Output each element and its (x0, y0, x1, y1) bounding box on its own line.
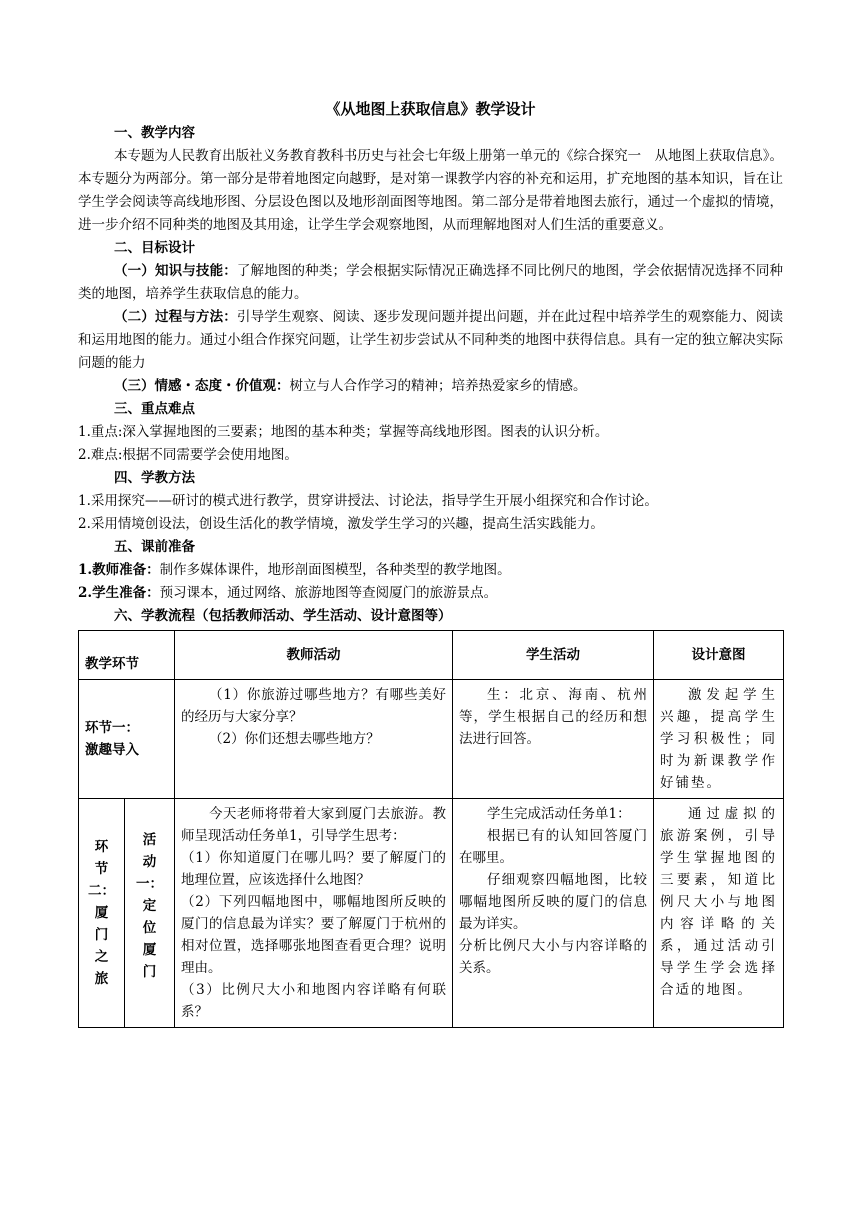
key-point-1: 1.重点:深入掌握地图的三要素；地图的基本种类；掌握等高线地形图。图表的认识分析。 (78, 424, 609, 440)
header-stage: 教学环节 (79, 631, 175, 680)
section-heading-key-points: 三、重点难点 (114, 401, 195, 417)
activity-one-char: 活 (142, 832, 157, 848)
section-heading-preparation: 五、课前准备 (114, 539, 195, 555)
prep-teacher (78, 559, 783, 582)
document-title: 《从地图上获取信息》教学设计 (325, 100, 536, 118)
table-row (79, 680, 784, 799)
activity-one-char: 门 (142, 964, 157, 980)
goal-process-label: （二）过程与方法： (114, 309, 237, 325)
row1-student-activity (453, 680, 654, 799)
row1-student-text: 生：北京、海南、杭州等，学生根据自己的经历和想法进行回答。 (459, 687, 647, 747)
activity-one-char: 厦 (142, 942, 157, 958)
row2-student-p1: 学生完成活动任务单1： (487, 806, 631, 822)
stage-two-char: 厦 (94, 905, 109, 921)
activity-one-char: 位 (142, 920, 157, 936)
row1-teacher-activity (175, 680, 453, 799)
row2-student-activity (453, 799, 654, 1028)
goal-emotion (78, 375, 783, 398)
activity-one-label (125, 799, 175, 1028)
header-student: 学生活动 (453, 631, 654, 680)
stage-two-char: 环 (94, 839, 109, 855)
row2-design-text: 通过虚拟的旅游案例，引导学生掌握地图的三要素，知道比例尺大小与地图内容详略的关系，通过活动引导学生学会选择合适的地图。 (660, 806, 777, 998)
section-heading-content: 一、教学内容 (114, 125, 195, 141)
table-header-row (79, 631, 784, 680)
goal-process-text: 引导学生观察、阅读、逐步发现问题并提出问题，并在此过程中培养学生的观察能力、阅读和运用地图的能力。通过小组合作探究问题，让学生初步尝试从不同种类的地图中获得信息。具有一定的独立解决实际问题的能力 (78, 309, 783, 371)
header-teacher: 教师活动 (175, 631, 453, 680)
prep-teacher-label: 1.教师准备： (78, 562, 160, 578)
row1-teacher-q1: （1）你旅游过哪些地方？有哪些美好的经历与大家分享？ (181, 687, 446, 725)
prep-student-label: 2.学生准备： (78, 585, 160, 601)
row2-teacher-intro: 今天老师将带着大家到厦门去旅游。教师呈现活动任务单1，引导学生思考： (181, 806, 446, 844)
row2-student-p2: 根据已有的认知回答厦门在哪里。 (459, 828, 647, 866)
row2-student-p3: 仔细观察四幅地图，比较哪幅地图所反映的厦门的信息最为详实。 (459, 872, 647, 932)
stage-one-line1: 环节一： (85, 720, 139, 736)
stage-two-char: 门 (94, 927, 109, 943)
row1-teacher-q2: （2）你们还想去哪些地方？ (209, 731, 380, 747)
section-heading-goals: 二、目标设计 (114, 240, 195, 256)
stage-two-label (79, 799, 125, 1028)
stage-two-char: 节 (94, 861, 109, 877)
key-point-2: 2.难点:根据不同需要学会使用地图。 (78, 447, 298, 463)
row1-design-intent (654, 680, 784, 799)
row2-teacher-q1: （1）你知道厦门在哪儿吗？要了解厦门的地理位置，应该选择什么地图？ (181, 850, 446, 888)
teaching-flow-table (78, 630, 784, 1028)
activity-one-char: 动 (142, 854, 157, 870)
stage-two-char: 旅 (94, 971, 109, 987)
method-2: 2.采用情境创设法，创设生活化的教学情境，激发学生学习的兴趣，提高生活实践能力。 (78, 516, 604, 532)
activity-one-char: 一： (136, 876, 163, 892)
table-row (79, 799, 784, 1028)
goal-process (78, 306, 783, 375)
goal-emotion-text: 树立与人合作学习的精神；培养热爱家乡的情感。 (289, 378, 587, 394)
goal-knowledge-text: 了解地图的种类；学会根据实际情况正确选择不同比例尺的地图，学会依据情况选择不同种类的地图，培养学生获取信息的能力。 (78, 263, 783, 302)
row2-teacher-activity (175, 799, 453, 1028)
prep-teacher-text: 制作多媒体课件，地形剖面图模型，各种类型的教学地图。 (159, 562, 511, 578)
goal-emotion-label: （三）情感・态度・价值观： (114, 378, 290, 394)
row2-teacher-q3: （3）比例尺大小和地图内容详略有何联系？ (181, 982, 446, 1020)
row1-design-text: 激发起学生兴趣，提高学生学习积极性；同时为新课教学作好铺垫。 (660, 687, 777, 791)
document-page (78, 96, 783, 1028)
goal-knowledge-label: （一）知识与技能： (114, 263, 237, 279)
stage-two-char: 之 (94, 949, 109, 965)
prep-student (78, 582, 783, 605)
section-heading-methods: 四、学教方法 (114, 470, 195, 486)
row2-student-p4: 分析比例尺大小与内容详略的关系。 (459, 938, 647, 976)
section-heading-flow: 六、学教流程（包括教师活动、学生活动、设计意图等） (114, 608, 452, 624)
header-design: 设计意图 (654, 631, 784, 680)
row2-teacher-q2: （2）下列四幅地图中，哪幅地图所反映的厦门的信息最为详实？要了解厦门于杭州的相对位置，选择哪张地图查看更合理？说明理由。 (181, 894, 446, 976)
stage-one-line2: 激趣导入 (85, 742, 139, 758)
goal-knowledge (78, 260, 783, 306)
prep-student-text: 预习课本，通过网络、旅游地图等查阅厦门的旅游景点。 (159, 585, 498, 601)
row2-design-intent (654, 799, 784, 1028)
stage-two-char: 二： (88, 883, 115, 899)
method-1: 1.采用探究——研讨的模式进行教学，贯穿讲授法、讨论法，指导学生开展小组探究和合作讨论。 (78, 493, 658, 509)
stage-one-label (79, 680, 175, 799)
activity-one-char: 定 (142, 898, 157, 914)
content-paragraph: 本专题为人民教育出版社义务教育教科书历史与社会七年级上册第一单元的《综合探究一 从地图上获取信息》。本专题分为两部分。第一部分是带着地图定向越野，是对第一课教学内容的补充和运用，扩充地图的基本知识，旨在让学生学会阅读等高线地形图、分层设色图以及地形剖面图等地图。第二部分是带着地图去旅行，通过一个虚拟的情境，进一步介绍不同种类的地图及其用途，让学生学会观察地图，从而理解地图对人们生活的重要意义。 (78, 148, 783, 233)
